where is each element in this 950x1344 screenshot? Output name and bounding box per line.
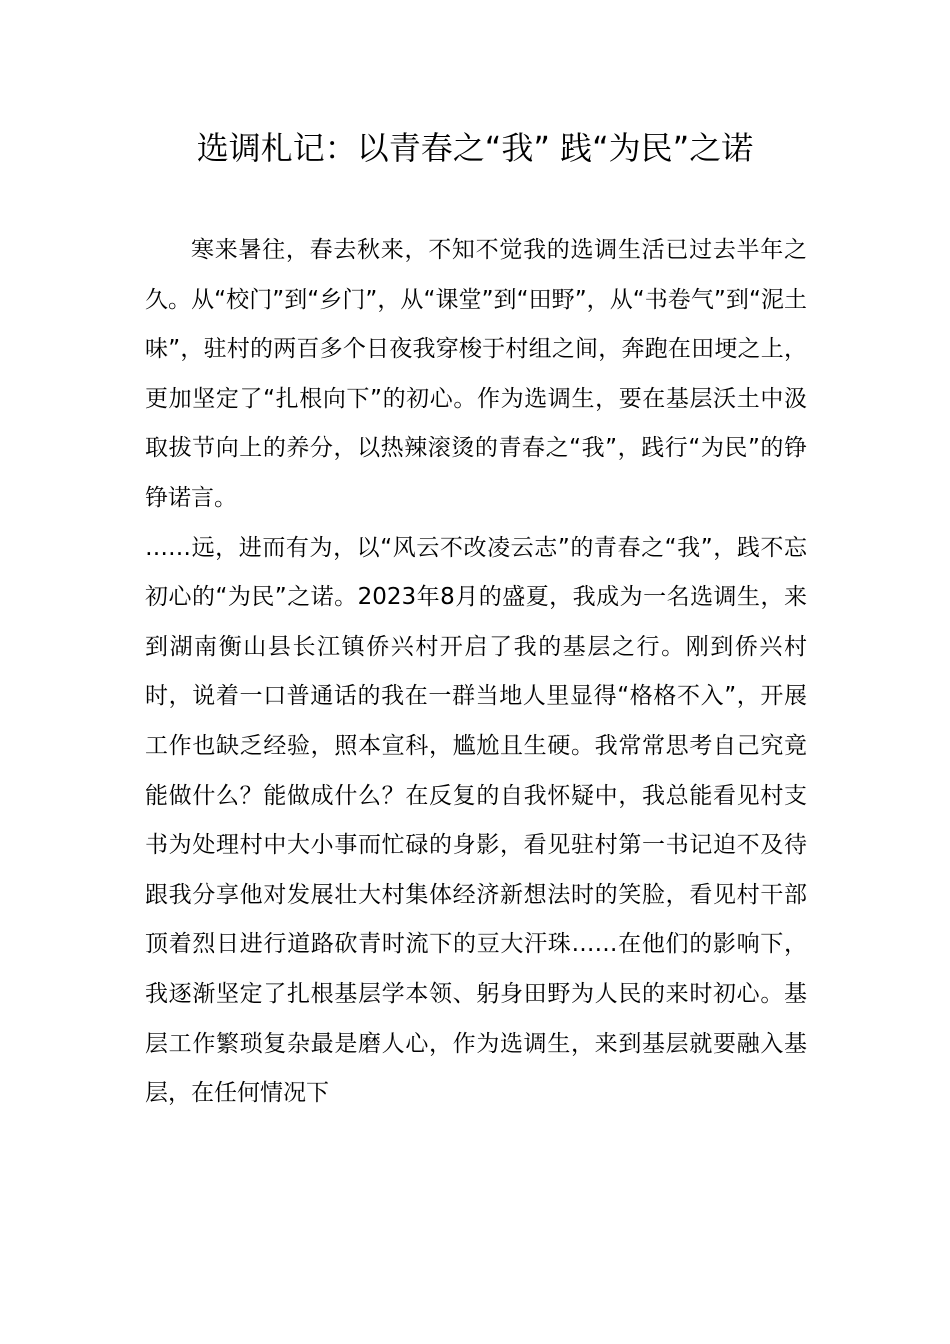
document-title: 选调札记：以青春之“我” 践“为民”之诺 [196,129,754,167]
paragraph-intro: 寒来暑往，春去秋来，不知不觉我的选调生活已过去半年之久。从“校门”到“乡门”，从“课堂”到“田野”，从“书卷气”到“泥土味”，驻村的两百多个日夜我穿梭于村组之间，奔跑在田埂之上，更加坚定了“扎根向下”的初心。作为选调生，要在基层沃土中汲取拔节向上的养分，以热辣滚烫的青春之“我”，践行“为民”的铮铮诺言。 [145,237,807,511]
paragraph-main: ……远，进而有为，以“风云不改凌云志”的青春之“我”，践不忘初心的“为民”之诺。2023年8月的盛夏，我成为一名选调生，来到湖南衡山县长江镇侨兴村开启了我的基层之行。刚到侨兴村时，说着一口普通话的我在一群当地人里显得“格格不入”，开展工作也缺乏经验，照本宣科，尴尬且生硬。我常常思考自己究竟能做什么？能做成什么？在反复的自我怀疑中，我总能看见村支书为处理村中大小事而忙碌的身影，看见驻村第一书记迫不及待跟我分享他对发展壮大村集体经济新想法时的笑脸，看见村干部顶着烈日进行道路砍青时流下的豆大汗珠……在他们的影响下，我逐渐坚定了扎根基层学本领、躬身田野为人民的来时初心。基层工作繁琐复杂最是磨人心，作为选调生，来到基层就要融入基层，在任何情况下 [145,534,807,1107]
document-body [145,226,807,1119]
